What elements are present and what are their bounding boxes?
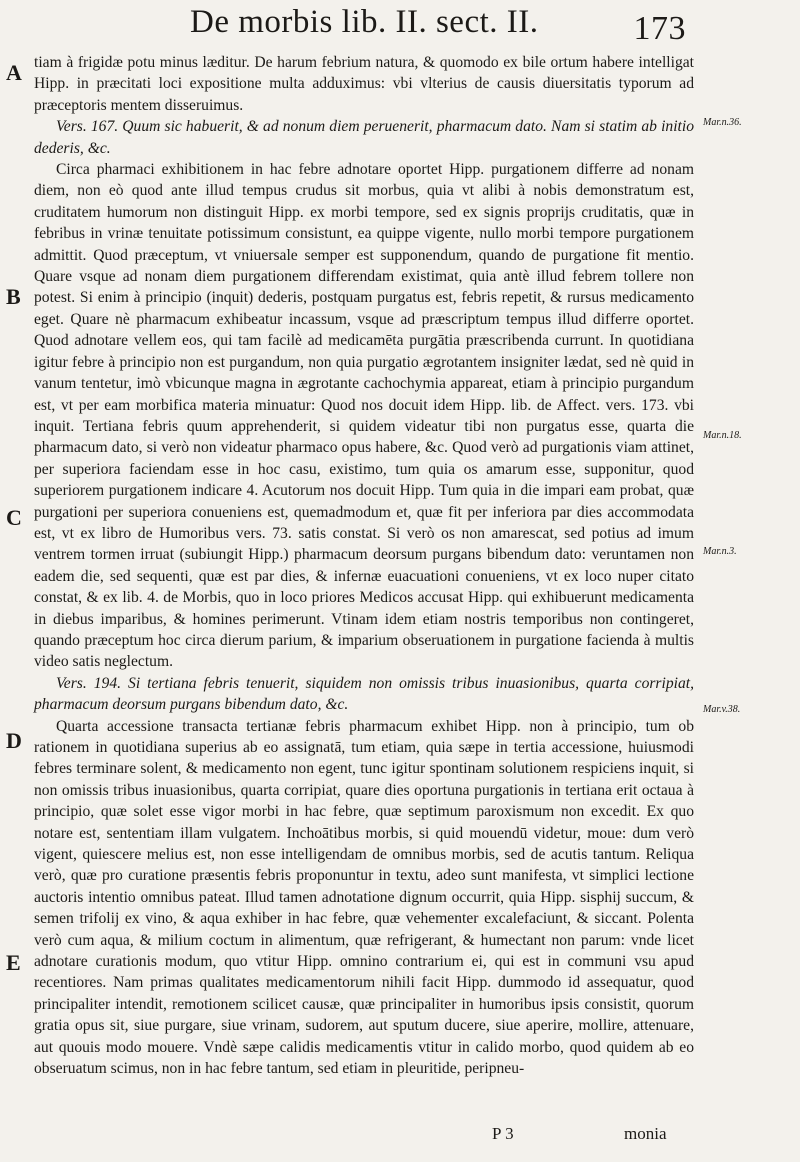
- running-title: De morbis lib. II. sect. II.: [190, 4, 539, 40]
- margin-reference: Mar.n.36.: [703, 117, 742, 128]
- signature-mark: P 3: [492, 1124, 514, 1143]
- margin-letter-d: D: [6, 728, 22, 753]
- margin-letter-a: A: [6, 60, 22, 85]
- verse-heading: Vers. 167. Quum sic habuerit, & ad nonum diem peruenerit, pharmacum dato. Nam si statim ab initio dederis, &c.: [34, 118, 694, 157]
- paragraph: Quarta accessione transacta tertianæ febris pharmacum exhibet Hipp. non à principio, tum ob rationem in quotidiana superius ab eo assignatā, tum etiam, quia sæpe in tertia accessione, huiusmodi febres terminare solent, & medicamento non egent, tunc igitur spontinam solutionem respiciens inquit, si non omissis tribus inuasionibus, quarta corripiat, quare dies oportuna purgationis in tertiana erit octaua à principio, quæ solet esse vigor morbi in hac febre, quæ septimum paroxismum non excedit. Ex quo notare est, sententiam illam vulgatem. Inchoātibus morbis, si quid mouendū videtur, moue: dum verò vigent, quiescere melius est, non esse intelligendam de omnibus morbis, sed de acutis tantum. Reliqua verò, quæ pro curatione præsentis febris proponuntur in textu, adeo sunt manifesta, vt simplici lectione auctoris intentio omnibus pateat. Illud tamen adnotatione dignum occurrit, quia Hipp. sisphij succum, & semen trifolij ex vino, & aqua exhiber in hac febre, quæ vehementer excalefaciunt, & siccant. Polenta verò cum aqua, & milium coctum in alimentum, quæ refrigerant, & humectant non parum: vnde licet adnotare curationis modum, quo vtitur Hipp. omnino contrarium ei, qui est in communi vsu apud recentiores. Nam primas qualitates medicamentorum nihili facit Hipp. dummodo id assequatur, quod principaliter intendit, remotionem scilicet causæ, quæ principaliter in humoribus ipsis consistit, quorum gratia opus sit, siue purgare, siue vrinam, sudorem, aut sputum ducere, siue aperire, mollire, attenuare, aut quouis modo mouere. Vndè sæpe calidis medicamentis vtitur in calido morbo, quod quidem ab eo obseruatum scimus, non in hac febre tantum, sed etiam in pleuritide, peripneu-: [34, 717, 694, 1078]
- running-header: [190, 4, 690, 48]
- paragraph: Circa pharmaci exhibitionem in hac febre adnotare oportet Hipp. purgationem differre ad nonam diem, non eò quod ante illud tempus crudus sit morbus, quia vt alibi à nobis demonstratum est, cruditatem humorum non distinguit Hipp. ex morbi tempore, sed ex signis proprijs cruditatis, quæ in febribus in vrinæ tenuitate potissimum consistunt, ea quippe vigente, nullo morbi tempore purgationem admittit. Quod præceptum, vt vniuersale semper est supponendum, quando de purgatione fit mentio. Quare vsque ad nonam diem purgationem differendam existimat, quia antè illud febrem tollere non potest. Si enim à principio (inquit) dederis, postquam purgatus est, febris repetit, & rursus medicamento eget. Quare nè pharmacum exhibeatur incassum, vsque ad præscriptum tempus illud differre oportet. Quod adnotare vellem eos, qui tam facilè ad medicamēta purgātia præscribenda currunt. In quotidiana igitur febre à principio non est purgandum, non quia purgatio ægrotantem insigniter lædat, sed nè quid in vanum tentetur, imò vbicunque magna in ægrotante cachochymia appareat, etiam à principio purgandum est, vt per eam morbifica materia minuatur: Quod nos docuit idem Hipp. lib. de Affect. vers. 173. vbi inquit. Tertiana febris quum apprehenderit, si quidem videatur tibi non purgatus esse, quarta die pharmacum dato, si verò non videatur pharmaco opus habere, &c. Quod verò ad purgationis viam attinet, per superiora faciendam esse in hoc casu, existimo, tum quia os amarum esse, supponitur, quod superiorem purgationem indicare 4. Acutorum nos docuit Hipp. Tum quia in die impari eam probat, quæ purgationi per superiora conueniens est, quemadmodum et, quæ fit per inferiora par dies accommodata est, vt ex libro de Humoribus vers. 73. satis constat. Si verò os non amarescat, sed potius ad imum ventrem tormen irruat (subiungit Hipp.) pharmacum deorsum purgans bibendum dato: veruntamen non eadem die, sed sequenti, quæ est par dies, & infernæ euacuationi conueniens, vt ex loco nuper citato constat, & ex lib. 4. de Morbis, quo in loco priores Medicos accusat Hipp. qui exhibuerunt medicamenta in diebus imparibus, & homines perimerunt. Vtinam idem etiam nostris temporibus non contingeret, quando præceptum hoc circa dierum parium, & imparium obseruationem in purgatione facienda à multis video satis neglectum.: [34, 161, 694, 671]
- margin-reference: Mar.n.3.: [703, 546, 737, 557]
- body-text: [34, 52, 694, 1080]
- verse-heading: Vers. 194. Si tertiana febris tenuerit, siquidem non omissis tribus inuasionibus, quarta corripiat, pharmacum deorsum purgans bibendum dato, &c.: [34, 674, 694, 714]
- catchword: monia: [624, 1124, 667, 1143]
- margin-letter-e: E: [6, 950, 21, 975]
- margin-reference: Mar.n.18.: [703, 430, 742, 441]
- paragraph: tiam à frigidæ potu minus læditur. De harum febrium natura, & quomodo ex bile ortum habere intelligat Hipp. in præcitati loci expositione multa adduximus: vbi vlterius de causis diuersitatis typorum ad præceptoris mentem disseruimus.: [34, 54, 694, 114]
- margin-letter-c: C: [6, 505, 22, 530]
- page-number: 173: [633, 10, 686, 47]
- margin-letter-b: B: [6, 284, 21, 309]
- margin-reference: Mar.v.38.: [703, 704, 741, 715]
